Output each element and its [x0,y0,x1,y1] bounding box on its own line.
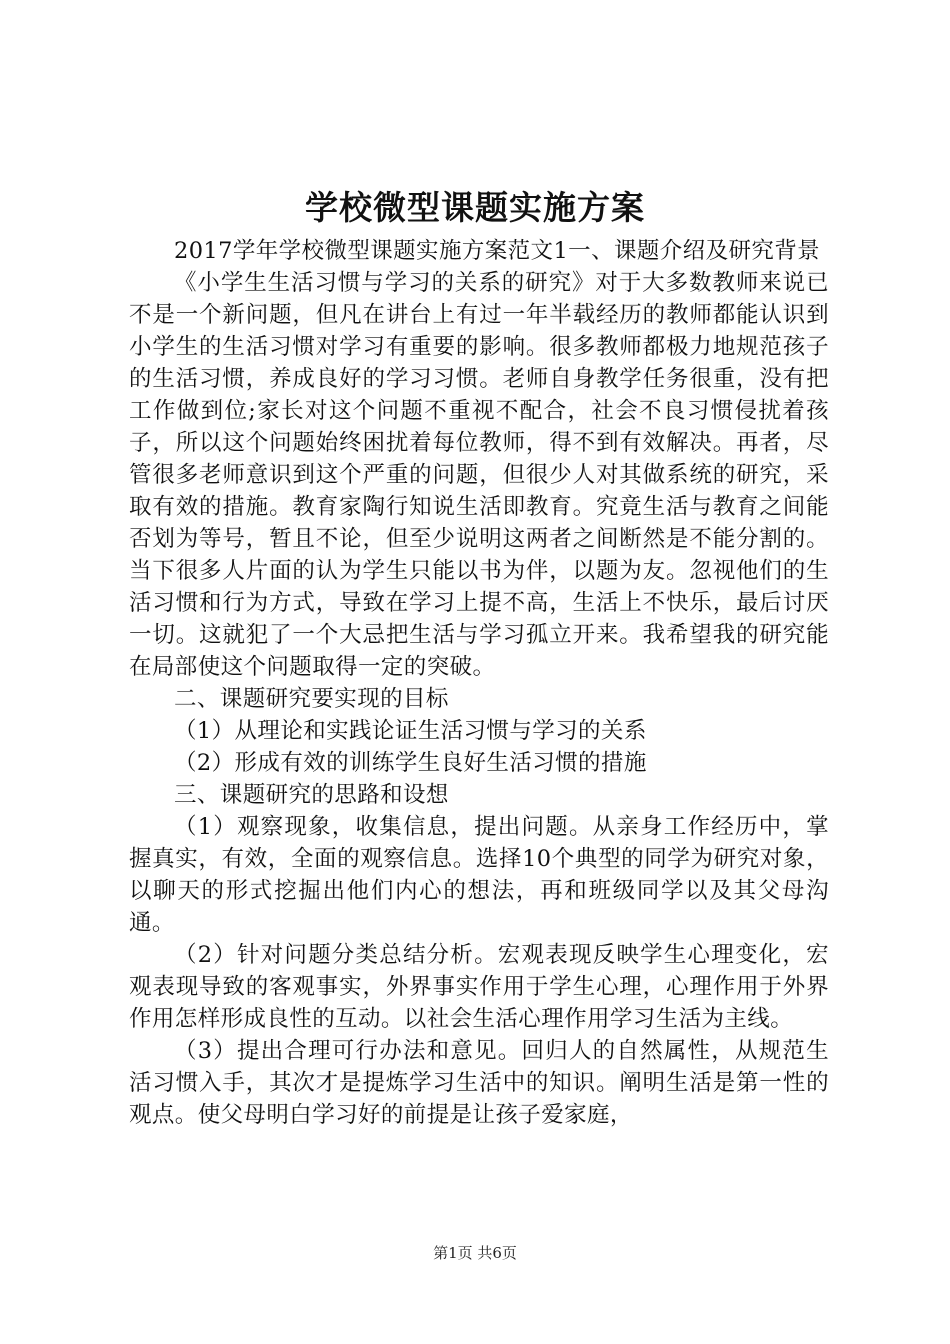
approach-item-1: （1）观察现象，收集信息，提出问题。从亲身工作经历中，掌握真实，有效，全面的观察信息。选择10个典型的同学为研究对象，以聊天的形式挖掘出他们内心的想法，再和班级同学以及其父母沟通。 [129,814,829,936]
section-heading-approach: 三、课题研究的思路和设想 [174,782,449,808]
paragraph-intro: 2017学年学校微型课题实施方案范文1一、课题介绍及研究背景 [174,238,821,264]
approach-item-2: （2）针对问题分类总结分析。宏观表现反映学生心理变化，宏观表现导致的客观事实，外界事实作用于学生心理，心理作用于外界作用怎样形成良性的互动。以社会生活心理作用学习生活为主线。 [129,942,829,1032]
section-heading-goals: 二、课题研究要实现的目标 [174,686,449,712]
page-footer: 第1页 共6页 [433,1244,517,1262]
goal-item-2: （2）形成有效的训练学生良好生活习惯的措施 [174,750,647,776]
paragraph-background: 《小学生生活习惯与学习的关系的研究》对于大多数教师来说已不是一个新问题，但凡在讲台上有过一年半载经历的教师都能认识到小学生的生活习惯对学习有重要的影响。很多教师都极力地规范孩子的生活习惯，养成良好的学习习惯。老师自身教学任务很重，没有把工作做到位;家长对这个问题不重视不配合，社会不良习惯侵扰着孩子，所以这个问题始终困扰着每位教师，得不到有效解决。再者，尽管很多老师意识到这个严重的问题，但很少人对其做系统的研究，采取有效的措施。教育家陶行知说生活即教育。究竟生活与教育之间能否划为等号，暂且不论，但至少说明这两者之间断然是不能分割的。当下很多人片面的认为学生只能以书为伴，以题为友。忽视他们的生活习惯和行为方式，导致在学习上提不高，生活上不快乐，最后讨厌一切。这就犯了一个大忌把生活与学习孤立开来。我希望我的研究能在局部使这个问题取得一定的突破。 [129,270,829,680]
document-body [129,235,829,1131]
goal-item-1: （1）从理论和实践论证生活习惯与学习的关系 [174,718,647,744]
approach-item-3: （3）提出合理可行办法和意见。回归人的自然属性，从规范生活习惯入手，其次才是提炼学习生活中的知识。阐明生活是第一性的观点。使父母明白学习好的前提是让孩子爱家庭， [129,1038,829,1128]
document-title: 学校微型课题实施方案 [305,188,645,227]
